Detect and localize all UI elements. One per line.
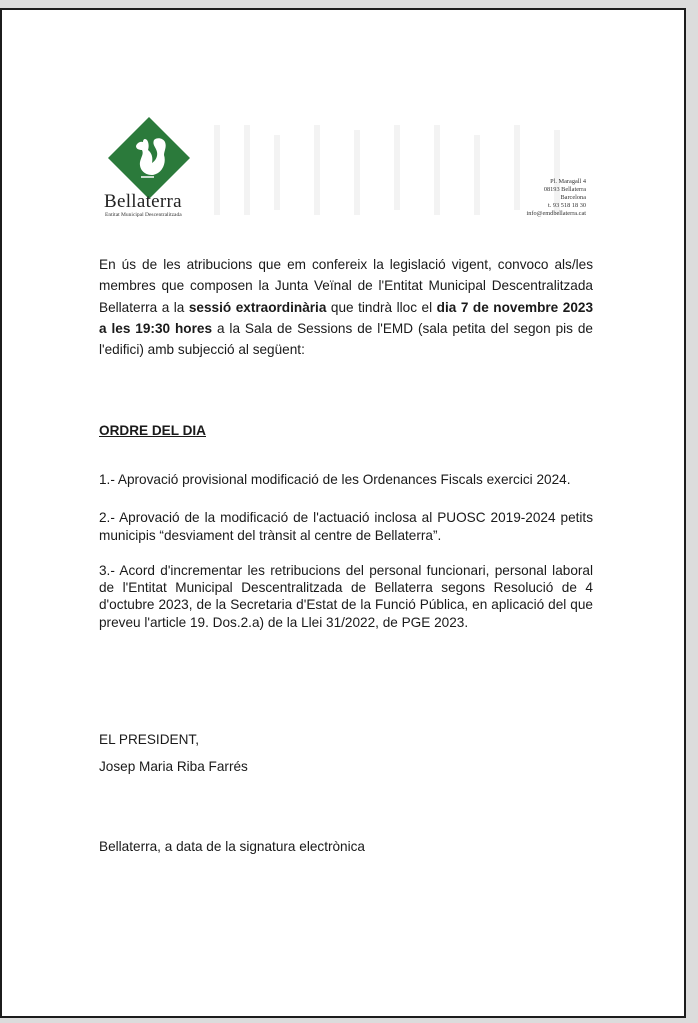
letterhead-address (527, 178, 586, 218)
session-date-time: dia 7 de novembre 2023 a les 19:30 hores (99, 299, 594, 336)
session-type: sessió extraordinària (188, 299, 327, 315)
address-line: Barcelona (560, 194, 586, 202)
intro-text: En ús de les atribucions que em confereix la legislació vigent, convoco als/les membres que composen la Junta Veïnal de l'Entitat Municipal Descentralitzada Bellaterra a la (99, 257, 593, 315)
agenda-heading: ORDRE DEL DIA (99, 423, 206, 438)
intro-text: que tindrà lloc el (326, 299, 437, 315)
agenda-item: 1.- Aprovació provisional modificació de les Ordenances Fiscals exercici 2024. (99, 472, 571, 487)
squirrel-logo-icon (108, 117, 190, 199)
address-line: Pl. Maragall 4 (550, 178, 586, 185)
document-page (0, 8, 686, 1018)
logo-subtitle: Entitat Municipal Descentralitzada (105, 212, 182, 218)
intro-text: a la Sala de Sessions de l'EMD (sala petita del segon pis de l'edifici) amb subjecció al següent: (99, 320, 593, 358)
address-email: info@emdbellaterra.cat (526, 210, 586, 218)
address-line: t. 93 518 18 30 (548, 202, 586, 210)
logo-name: Bellaterra (104, 191, 182, 212)
signatory-name: Josep Maria Riba Farrés (99, 759, 248, 774)
signatory-title: EL PRESIDENT, (99, 732, 199, 747)
agenda-item: 3.- Acord d'incrementar les retribucions del personal funcionari, personal laboral de l'Entitat Municipal Descentralitzada de Bellaterra segons Resolució de 4 d'octubre 2023, de la Secretaria d'Estat de la Funció Pública, en aplicació del que preveu l'article 19. Dos.2.a) de la Llei 31/2022, de PGE 2023. (99, 563, 593, 630)
bellaterra-logo (102, 114, 212, 224)
place-date: Bellaterra, a data de la signatura electrònica (99, 839, 365, 854)
agenda-item: 2.- Aprovació de la modificació de l'actuació inclosa al PUOSC 2019-2024 petits municipis “desviament del trànsit al centre de Bellaterra”. (99, 510, 593, 543)
convocation-paragraph (99, 254, 593, 360)
address-line: 08193 Bellaterra (543, 186, 586, 194)
